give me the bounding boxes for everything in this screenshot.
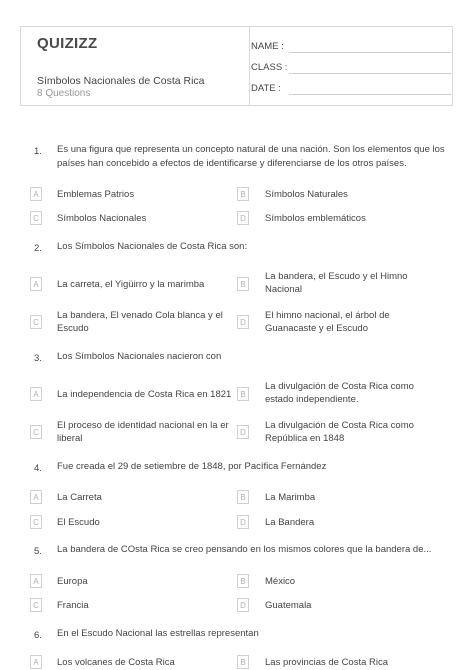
option-b-text: Las provincias de Costa Rica <box>265 657 389 668</box>
option-c-box[interactable]: C <box>30 515 42 529</box>
option-c-text: Francia <box>57 600 89 611</box>
option-a-box[interactable]: A <box>30 277 42 291</box>
question-number: 1. <box>34 146 42 157</box>
question-number: 3. <box>34 353 42 364</box>
option-b-box[interactable]: B <box>237 655 249 669</box>
worksheet-title: Símbolos Nacionales de Costa Rica <box>37 75 205 87</box>
option-c-text: La bandera, El venado Cola blanca y el Escudo <box>57 310 223 334</box>
option-d-box[interactable]: D <box>237 211 249 225</box>
option-a-text: Emblemas Patrios <box>57 189 135 200</box>
question-text: Los Símbolos Nacionales de Costa Rica son: <box>57 241 248 252</box>
quizizz-logo: QUIZIZZ <box>37 35 98 52</box>
option-a-box[interactable]: A <box>30 574 42 588</box>
question-text: Fue creada el 29 de setiembre de 1848, por Pacífica Fernández <box>57 461 327 472</box>
name-field[interactable] <box>251 41 451 52</box>
option-a-box[interactable]: A <box>30 490 42 504</box>
option-c-box[interactable]: C <box>30 315 42 329</box>
option-b-box[interactable]: B <box>237 574 249 588</box>
class-field[interactable] <box>251 62 451 73</box>
class-line <box>289 73 451 74</box>
option-a-box[interactable]: A <box>30 187 42 201</box>
question-number: 4. <box>34 463 42 474</box>
option-d-box[interactable]: D <box>237 425 249 439</box>
option-d-text: Símbolos emblemáticos <box>265 213 366 224</box>
worksheet-header <box>20 26 453 106</box>
option-d-box[interactable]: D <box>237 315 249 329</box>
option-d-text: El himno nacional, el árbol de Guanacaste y el Escudo <box>265 310 390 334</box>
question-number: 2. <box>34 243 42 254</box>
question-number: 6. <box>34 630 42 641</box>
option-c-text: El Escudo <box>57 517 100 528</box>
option-d-text: La divulgación de Costa Rica como República en 1848 <box>265 420 414 444</box>
option-a-text: La carreta, el Yigüirro y la marimba <box>57 279 205 290</box>
question-text: Es una figura que representa un concepto natural de una nación. Son los elementos que los países han concebido a efectos de identificarse y diferenciarse de los otros países. <box>57 144 445 169</box>
date-label: DATE : <box>251 83 281 94</box>
worksheet-question-count: 8 Questions <box>37 88 91 99</box>
question-text: La bandera de COsta Rica se creo pensando en los mismos colores que la bandera de... <box>57 544 432 555</box>
option-a-box[interactable]: A <box>30 387 42 401</box>
option-d-text: Guatemala <box>265 600 312 611</box>
option-a-text: La Carreta <box>57 492 102 503</box>
class-label: CLASS : <box>251 62 288 73</box>
date-field[interactable] <box>251 83 451 94</box>
name-label: NAME : <box>251 41 284 52</box>
option-b-text: La divulgación de Costa Rica como estado independiente. <box>265 381 414 405</box>
name-line <box>289 52 451 53</box>
option-b-box[interactable]: B <box>237 187 249 201</box>
option-b-text: La bandera, el Escudo y el Himno Nacional <box>265 271 408 295</box>
option-c-box[interactable]: C <box>30 211 42 225</box>
question-text: En el Escudo Nacional las estrellas representan <box>57 628 259 639</box>
option-a-text: La independencia de Costa Rica en 1821 <box>57 389 232 400</box>
option-a-box[interactable]: A <box>30 655 42 669</box>
option-b-text: La Marimba <box>265 492 316 503</box>
option-d-box[interactable]: D <box>237 515 249 529</box>
date-line <box>289 94 451 95</box>
option-d-text: La Bandera <box>265 517 315 528</box>
question-number: 5. <box>34 546 42 557</box>
option-c-box[interactable]: C <box>30 425 42 439</box>
question-text: Los Símbolos Nacionales nacieron con <box>57 351 222 362</box>
option-b-box[interactable]: B <box>237 277 249 291</box>
option-b-text: México <box>265 576 296 587</box>
option-c-text: Símbolos Nacionales <box>57 213 147 224</box>
header-divider <box>249 27 250 106</box>
option-b-box[interactable]: B <box>237 490 249 504</box>
option-c-box[interactable]: C <box>30 598 42 612</box>
option-a-text: Los volcanes de Costa Rica <box>57 657 175 668</box>
option-b-box[interactable]: B <box>237 387 249 401</box>
option-a-text: Europa <box>57 576 88 587</box>
option-d-box[interactable]: D <box>237 598 249 612</box>
option-b-text: Símbolos Naturales <box>265 189 348 200</box>
option-c-text: El proceso de identidad nacional en la er liberal <box>57 420 229 444</box>
